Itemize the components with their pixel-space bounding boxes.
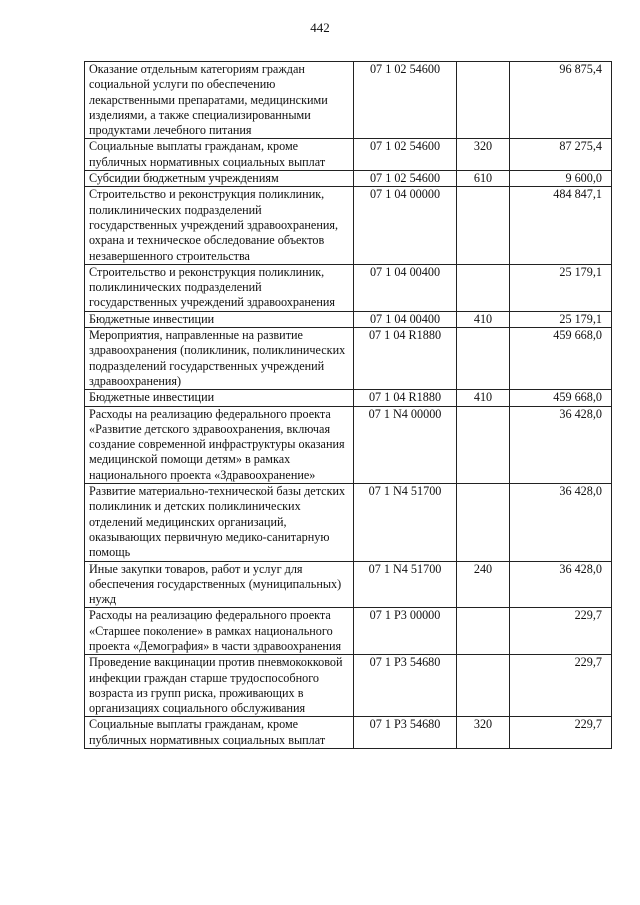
amount-cell: 25 179,1 [510, 311, 612, 327]
expense-name-cell: Иные закупки товаров, работ и услуг для обеспечения государственных (муниципальных) нужд [85, 561, 354, 608]
amount-cell: 36 428,0 [510, 406, 612, 483]
expense-type-cell [457, 406, 510, 483]
expense-name-cell: Социальные выплаты гражданам, кроме публичных нормативных социальных выплат [85, 717, 354, 749]
target-article-code-cell: 07 1 N4 51700 [354, 484, 457, 561]
expense-type-cell [457, 62, 510, 139]
target-article-code-cell: 07 1 04 00400 [354, 311, 457, 327]
expense-name-cell: Проведение вакцинации против пневмококковой инфекции граждан старше трудоспособного возраста из групп риска, проживающих в организациях социального обслуживания [85, 655, 354, 717]
amount-cell: 229,7 [510, 717, 612, 749]
expense-type-cell [457, 264, 510, 311]
amount-cell: 25 179,1 [510, 264, 612, 311]
expense-type-cell [457, 655, 510, 717]
expense-name-cell: Бюджетные инвестиции [85, 390, 354, 406]
amount-cell: 229,7 [510, 655, 612, 717]
amount-cell: 87 275,4 [510, 139, 612, 171]
table-row [85, 264, 612, 311]
target-article-code-cell: 07 1 P3 54680 [354, 655, 457, 717]
expense-type-cell: 610 [457, 171, 510, 187]
table-row [85, 406, 612, 483]
target-article-code-cell: 07 1 04 R1880 [354, 328, 457, 390]
expense-type-cell [457, 328, 510, 390]
target-article-code-cell: 07 1 02 54600 [354, 171, 457, 187]
table-row [85, 608, 612, 655]
expense-type-cell: 410 [457, 311, 510, 327]
amount-cell: 484 847,1 [510, 187, 612, 264]
amount-cell: 96 875,4 [510, 62, 612, 139]
expense-name-cell: Расходы на реализацию федерального проекта «Старшее поколение» в рамках национального проекта «Демография» в части здравоохранения [85, 608, 354, 655]
table-row [85, 62, 612, 139]
target-article-code-cell: 07 1 P3 00000 [354, 608, 457, 655]
expense-name-cell: Развитие материально-технической базы детских поликлиник и детских поликлинических отделений медицинских организаций, оказывающих первичную медико-санитарную помощь [85, 484, 354, 561]
expense-name-cell: Строительство и реконструкция поликлиник, поликлинических подразделений государственных учреждений здравоохранения, охрана и техническое обследование объектов незавершенного строительства [85, 187, 354, 264]
amount-cell: 459 668,0 [510, 328, 612, 390]
target-article-code-cell: 07 1 N4 51700 [354, 561, 457, 608]
expense-name-cell: Расходы на реализацию федерального проекта «Развитие детского здравоохранения, включая создание современной инфраструктуры оказания медицинской помощи детям» в рамках национального проекта «Здравоохранение» [85, 406, 354, 483]
table-row [85, 655, 612, 717]
expense-type-cell: 320 [457, 139, 510, 171]
target-article-code-cell: 07 1 04 00400 [354, 264, 457, 311]
expense-type-cell [457, 187, 510, 264]
expense-name-cell: Бюджетные инвестиции [85, 311, 354, 327]
target-article-code-cell: 07 1 04 R1880 [354, 390, 457, 406]
target-article-code-cell: 07 1 P3 54680 [354, 717, 457, 749]
target-article-code-cell: 07 1 N4 00000 [354, 406, 457, 483]
target-article-code-cell: 07 1 02 54600 [354, 62, 457, 139]
expense-name-cell: Мероприятия, направленные на развитие здравоохранения (поликлиник, поликлинических подразделений государственных учреждений здравоохранения) [85, 328, 354, 390]
table-row [85, 390, 612, 406]
table-row [85, 139, 612, 171]
amount-cell: 229,7 [510, 608, 612, 655]
amount-cell: 36 428,0 [510, 561, 612, 608]
expense-name-cell: Субсидии бюджетным учреждениям [85, 171, 354, 187]
target-article-code-cell: 07 1 04 00000 [354, 187, 457, 264]
amount-cell: 36 428,0 [510, 484, 612, 561]
table-row [85, 328, 612, 390]
target-article-code-cell: 07 1 02 54600 [354, 139, 457, 171]
table-row [85, 484, 612, 561]
amount-cell: 9 600,0 [510, 171, 612, 187]
expense-name-cell: Социальные выплаты гражданам, кроме публичных нормативных социальных выплат [85, 139, 354, 171]
table-row [85, 561, 612, 608]
expense-type-cell: 410 [457, 390, 510, 406]
budget-table [84, 61, 612, 749]
expense-type-cell [457, 608, 510, 655]
amount-cell: 459 668,0 [510, 390, 612, 406]
expense-type-cell: 320 [457, 717, 510, 749]
expense-type-cell [457, 484, 510, 561]
table-row [85, 311, 612, 327]
table-row [85, 187, 612, 264]
expense-name-cell: Строительство и реконструкция поликлиник, поликлинических подразделений государственных учреждений здравоохранения [85, 264, 354, 311]
page-number: 442 [310, 20, 330, 35]
table-row [85, 717, 612, 749]
table-row [85, 171, 612, 187]
expense-name-cell: Оказание отдельным категориям граждан социальной услуги по обеспечению лекарственными препаратами, медицинскими изделиями, а также специализированными продуктами лечебного питания [85, 62, 354, 139]
expense-type-cell: 240 [457, 561, 510, 608]
